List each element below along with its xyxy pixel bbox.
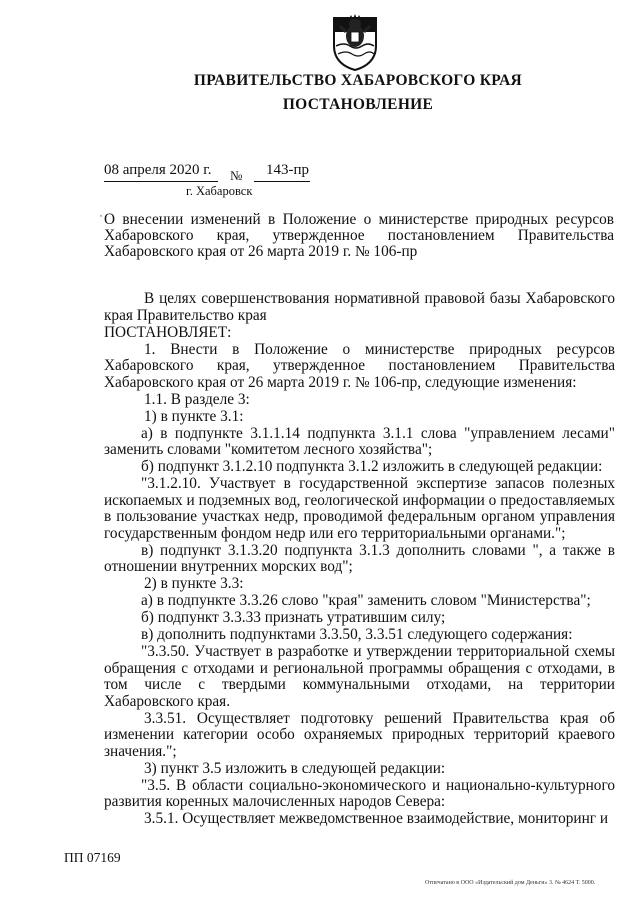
- paragraph: ПОСТАНОВЛЯЕТ:: [104, 323, 232, 341]
- paragraph: 1. Внести в Положение о министерстве природных ресурсов Хабаровского края, утвержденное постановлением Правительства Хабаровского края от 26 марта 2019 г. № 106-пр, следующие изменения:: [104, 340, 615, 391]
- paragraph: 1.1. В разделе 3:: [144, 390, 250, 408]
- paragraph: б) подпункт 3.3.33 признать утратившим силу;: [141, 609, 446, 626]
- paragraph: а) в подпункте 3.3.26 слово "края" заменить словом "Министерства";: [141, 592, 591, 609]
- paragraph: б) подпункт 3.1.2.10 подпункта 3.1.2 изложить в следующей редакции:: [141, 458, 603, 475]
- coat-of-arms-icon: [330, 14, 380, 72]
- date-underline: [104, 181, 218, 182]
- paragraph: "3.1.2.10. Участвует в государственной экспертизе запасов полезных ископаемых и подземных вод, геологической информации о предоставляемых в пользование участках недр, проводимой федеральным органом управления государственным фондом недр или его территориальными органами.";: [104, 475, 615, 542]
- doc-type: ПОСТАНОВЛЕНИЕ: [282, 96, 434, 113]
- number-label: №: [230, 168, 243, 183]
- printer-imprint: Отпечатано в ООО «Издательский дом Деньги» 3. № 4624 Т. 5000.: [425, 880, 596, 886]
- corner-mark: ˙: [99, 212, 103, 226]
- org-title: ПРАВИТЕЛЬСТВО ХАБАРОВСКОГО КРАЯ: [193, 72, 523, 89]
- document-city: г. Хабаровск: [186, 184, 253, 198]
- paragraph: В целях совершенствования нормативной правовой базы Хабаровского края Правительство края: [104, 290, 615, 324]
- document-body: [104, 291, 615, 828]
- paragraph: "3.3.50. Участвует в разработке и утверждении территориальной схемы обращения с отходами и региональной программы обращения с отходами, в том числе с твердыми коммунальными отходами, на территории Хабаровского края.: [104, 643, 615, 710]
- paragraph: в) дополнить подпунктами 3.3.50, 3.3.51 следующего содержания:: [141, 626, 573, 643]
- number-underline: [254, 181, 310, 182]
- document-number: 143-пр: [266, 162, 310, 178]
- footer-code: ПП 07169: [64, 850, 121, 865]
- paragraph: 3) пункт 3.5 изложить в следующей редакции:: [144, 759, 446, 777]
- paragraph: а) в подпункте 3.1.1.14 подпункта 3.1.1 слова "управлением лесами" заменить словами "комитетом лесного хозяйства";: [104, 424, 615, 458]
- paragraph: 2) в пункте 3.3:: [144, 575, 244, 592]
- paragraph: "3.5. В области социально-экономического и национально-культурного развития коренных малочисленных народов Севера:: [104, 776, 615, 810]
- document-subject: [99, 211, 614, 260]
- subject-text: О внесении изменений в Положение о министерстве природных ресурсов Хабаровского края, утвержденное постановлением Правительства Хабаровского края от 26 марта 2019 г. № 106-пр: [104, 211, 614, 260]
- paragraph: 3.5.1. Осуществляет межведомственное взаимодействие, мониторинг и: [144, 810, 609, 827]
- paragraph: 1) в пункте 3.1:: [144, 407, 244, 425]
- paragraph: 3.3.51. Осуществляет подготовку решений Правительства края об изменении категории особо охраняемых природных территорий краевого значения.";: [104, 709, 615, 760]
- document-date: 08 апреля 2020 г.: [104, 162, 212, 178]
- document-date-number: [104, 162, 310, 183]
- paragraph: в) подпункт 3.1.3.20 подпункта 3.1.3 дополнить словами ", а также в отношении внутренних морских вод";: [104, 541, 615, 575]
